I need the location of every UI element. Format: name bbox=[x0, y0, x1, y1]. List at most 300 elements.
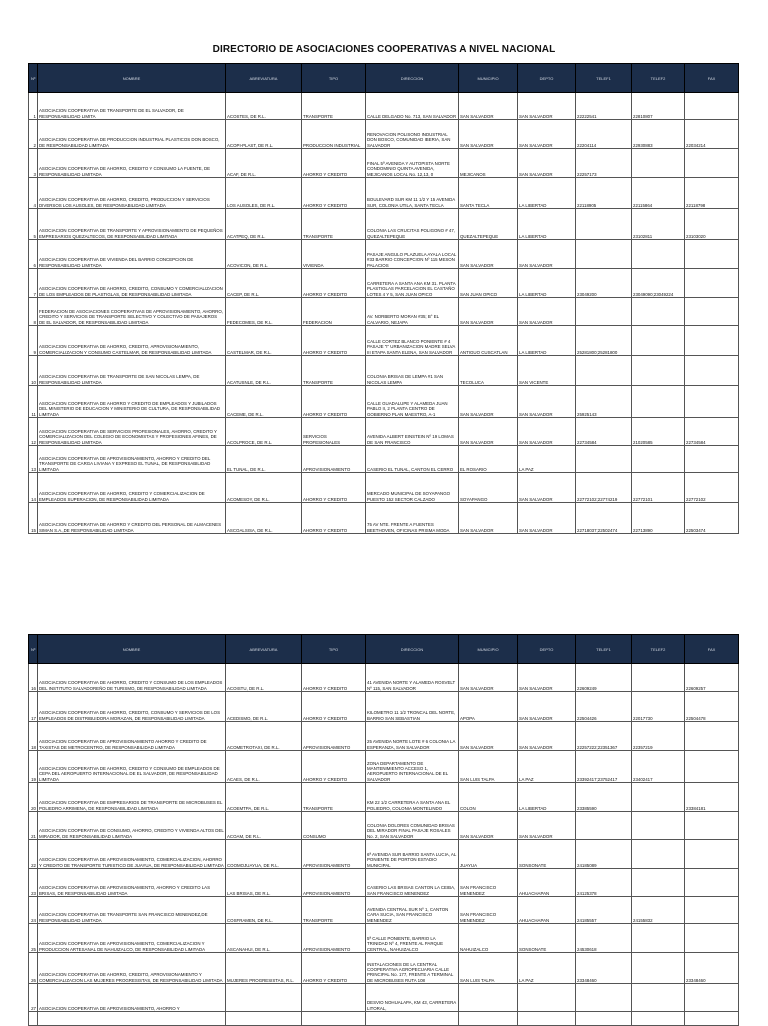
cell-department: SAN SALVADOR bbox=[518, 149, 576, 178]
cell-cooperative-type: APROVISIONAMIENTO bbox=[302, 840, 366, 869]
cell-address: CALLE GUADALUPE Y ALAMEDA JUAN PABLO II, 2 PLANTA CENTRO DE GOBIERNO PLAN MAESTRO, A-1 bbox=[366, 386, 459, 418]
cell-municipality: SANTA TECLA bbox=[459, 178, 518, 209]
cell-phone-2 bbox=[632, 149, 685, 178]
column-header-phone-2: TELEF2 bbox=[632, 635, 685, 664]
cell-abbreviation: ACOMESOY, DE R.L. bbox=[226, 473, 302, 503]
cell-row-number: 14 bbox=[29, 473, 38, 503]
cooperatives-table-page-1 bbox=[28, 63, 739, 534]
cell-fax bbox=[685, 1012, 739, 1026]
column-header-cooperative-name: NOMBRE bbox=[38, 635, 226, 664]
cell-phone-2 bbox=[632, 298, 685, 326]
table-body bbox=[29, 93, 739, 534]
cell-municipality: SAN SALVADOR bbox=[459, 418, 518, 446]
cell-address: 6ª AVENIDA SUR BARRIO SANTA LUCIA, AL PONIENTE DE PORTON ESTADIO MUNICIPAL bbox=[366, 840, 459, 869]
column-header-address: DIRECCION bbox=[366, 64, 459, 93]
cell-abbreviation: ASCOALSISA, DE R.L. bbox=[226, 503, 302, 534]
cell-phone-2 bbox=[632, 446, 685, 473]
cell-department bbox=[518, 984, 576, 1012]
cell-row-number: 6 bbox=[29, 240, 38, 269]
cell-phone-2: 22810807 bbox=[632, 93, 685, 120]
column-header-row-number: Nº bbox=[29, 635, 38, 664]
column-header-cooperative-type: TIPO bbox=[302, 64, 366, 93]
cell-cooperative-name: ASOCIACION COOPERATIVA DE AHORRO, CREDITO Y CONSUMO LA FUENTE, DE RESPONSABILIDAD LIMITADA bbox=[38, 149, 226, 178]
cell-department: SAN SALVADOR bbox=[518, 418, 576, 446]
cell-municipality: QUEZALTEPEQUE bbox=[459, 209, 518, 240]
cell-phone-2 bbox=[632, 386, 685, 418]
cell-cooperative-name: ASOCIACION COOPERATIVA DE TRANSPORTE Y APROVISIONAMIENTO DE PEQUEÑOS EMPRESARIOS QUEZALTECOS, DE RESPONSABILIDAD LIMITADA bbox=[38, 209, 226, 240]
cell-fax bbox=[685, 386, 739, 418]
cell-municipality: SAN SALVADOR bbox=[459, 664, 518, 692]
cell-department: SAN SALVADOR bbox=[518, 722, 576, 751]
table-row bbox=[29, 812, 739, 840]
cell-abbreviation: CACEME, DE R.L. bbox=[226, 386, 302, 418]
cell-cooperative-name: ASOCIACION COOPERATIVA DE APROVISIONAMIENTO AHORRO Y CREDITO DE TAXISTAS DE METROCENTRO, DE RESPONSABILIDAD LIMITADA bbox=[38, 722, 226, 751]
cell-phone-1: 23392417;23752417 bbox=[576, 751, 632, 783]
cell-municipality: MEJICANOS bbox=[459, 149, 518, 178]
cell-phone-1 bbox=[576, 984, 632, 1012]
cell-cooperative-type: TRANSPORTE bbox=[302, 783, 366, 812]
document-title: DIRECTORIO DE ASOCIACIONES COOPERATIVAS A NIVEL NACIONAL bbox=[212, 44, 556, 55]
cell-cooperative-type bbox=[302, 1012, 366, 1026]
cell-cooperative-name: ASOCIACION COOPERATIVA DE VIVIENDA DEL BARRIO CONCEPCION DE RESPONSABILIDAD LIMITADA bbox=[38, 240, 226, 269]
cell-municipality: NAHUIZALCO bbox=[459, 924, 518, 953]
cell-row-number: 25 bbox=[29, 924, 38, 953]
cell-department: SAN SALVADOR bbox=[518, 298, 576, 326]
cell-department bbox=[518, 1012, 576, 1026]
cell-fax: 22503474 bbox=[685, 503, 739, 534]
cell-cooperative-name: ASOCIACION COOPERATIVA DE AHORRO Y CREDITO DE EMPLEADOS Y JUBILADOS DEL MINISTERIO DE EDUCACION Y MINISTERIO DE CULTURA, DE RESPONSABILIDAD LIMITADA bbox=[38, 386, 226, 418]
cell-municipality: SAN SALVADOR bbox=[459, 240, 518, 269]
cell-cooperative-name: ASOCIACION COOPERATIVA DE APROVISIONAMIENTO, AHORRO Y CREDITO LAS BRISAS, DE RESPONSABILIDAD LIMITADA bbox=[38, 869, 226, 897]
cell-cooperative-type: AHORRO Y CREDITO bbox=[302, 751, 366, 783]
cell-department: AHUACHAPAN bbox=[518, 897, 576, 924]
cell-fax bbox=[685, 240, 739, 269]
cell-cooperative-name: ASOCIACION COOPERATIVA DE TRANSPORTE DE EL SALVADOR, DE RESPONSABILIDAD LIMITA bbox=[38, 93, 226, 120]
cell-cooperative-type: AHORRO Y CREDITO bbox=[302, 692, 366, 722]
cell-row-number: 4 bbox=[29, 178, 38, 209]
cell-cooperative-type: TRANSPORTE bbox=[302, 93, 366, 120]
table-row bbox=[29, 149, 739, 178]
cell-address: AVENIDA CENTRAL SUR Nº 1, CANTON CARA SUCIA, SAN FRANCISCO MENENDEZ bbox=[366, 897, 459, 924]
cell-fax bbox=[685, 869, 739, 897]
cell-abbreviation: ACOISTU, DE R.L. bbox=[226, 664, 302, 692]
table-row bbox=[29, 1012, 739, 1026]
table-row bbox=[29, 93, 739, 120]
cell-municipality: SAN SALVADOR bbox=[459, 120, 518, 149]
cell-phone-2 bbox=[632, 840, 685, 869]
cell-phone-1: 25281800;25281800 bbox=[576, 326, 632, 356]
cell-row-number: 23 bbox=[29, 869, 38, 897]
cell-address: 75 AV NTE. FRENTE A FUENTES BEETHOVEN, OFICINAS PRISMA MODA bbox=[366, 503, 459, 534]
cell-phone-2: 22115864 bbox=[632, 178, 685, 209]
cell-address: CASERIO EL TUNAL, CANTON EL CERRO bbox=[366, 446, 459, 473]
table-row bbox=[29, 924, 739, 953]
cell-phone-2 bbox=[632, 326, 685, 356]
table-row bbox=[29, 692, 739, 722]
cell-abbreviation bbox=[226, 984, 302, 1012]
cell-abbreviation: ACAF, DE R.L. bbox=[226, 149, 302, 178]
cell-cooperative-type: APROVISIONAMIENTO bbox=[302, 869, 366, 897]
cell-department: LA LIBERTAD bbox=[518, 178, 576, 209]
cell-municipality: SAN SALVADOR bbox=[459, 298, 518, 326]
cell-address: CASERIO LAS BRISAS CANTON LA CEIBA, SAN FRANCISCO MENENDEZ bbox=[366, 869, 459, 897]
cell-address: AV. NORBERTO MORAN #35; B° EL CALVARIO, NEJAPA bbox=[366, 298, 459, 326]
cell-phone-1 bbox=[576, 356, 632, 386]
cell-phone-2: 23102811 bbox=[632, 209, 685, 240]
cell-row-number: 13 bbox=[29, 446, 38, 473]
cell-row-number: 7 bbox=[29, 269, 38, 298]
cell-abbreviation: LAS BRISAS, DE R.L. bbox=[226, 869, 302, 897]
cell-municipality: SAN FRANCISCO MENENDEZ bbox=[459, 897, 518, 924]
cell-municipality: TECOLUCA bbox=[459, 356, 518, 386]
cell-cooperative-name: ASOCIACION COOPERATIVA DE APROVISIONAMIENTO, COMERCIALIZACION Y PRODUCCION ARTESANAL DE NAHUIZALCO, DE RESPONSABILIDAD LIMITADA bbox=[38, 924, 226, 953]
cell-abbreviation: COOMOJUAYUA, DE R.L. bbox=[226, 840, 302, 869]
cell-abbreviation bbox=[226, 1012, 302, 1026]
table-row bbox=[29, 326, 739, 356]
cell-phone-1 bbox=[576, 240, 632, 269]
cell-fax: 22772102 bbox=[685, 473, 739, 503]
cell-cooperative-type: TRANSPORTE bbox=[302, 209, 366, 240]
cell-abbreviation: CASTELMAR, DE R.L. bbox=[226, 326, 302, 356]
cell-address: RENOVACION POLISONO INDUSTRIAL DON BOSCO, COMUNIDAD IBERIA, SAN SALVADOR bbox=[366, 120, 459, 149]
cell-department: AHUACHAPAN bbox=[518, 869, 576, 897]
cell-cooperative-name: ASOCIACION COOPERATIVA DE AHORRO, CREDITO Y COMERCIALIZACION DE EMPLEADOS SUPERACION, DE RESPONSABILIDAD LIMITADA bbox=[38, 473, 226, 503]
cell-row-number: 12 bbox=[29, 418, 38, 446]
cell-abbreviation: ACOMETROTAXI, DE R.L. bbox=[226, 722, 302, 751]
cell-fax bbox=[685, 326, 739, 356]
cell-abbreviation: CACEP, DE R.L. bbox=[226, 269, 302, 298]
cell-address: CALLE CORTEZ BLANCO PONIENTE # 4 PASAJE "I" URBANIZACION MADRE SELVA III ETAPA SANTA ELENA, SAN SALVADOR bbox=[366, 326, 459, 356]
column-header-address: DIRECCION bbox=[366, 635, 459, 664]
table-row bbox=[29, 840, 739, 869]
cell-address: PASAJE ANGULO PLAZUELA AYALA LOCAL #33 BARRIO CONCEPCION Nº 115 MESON PALACIOS bbox=[366, 240, 459, 269]
cell-department: LA LIBERTAD bbox=[518, 326, 576, 356]
cell-fax: 22609257 bbox=[685, 664, 739, 692]
cell-cooperative-type: APROVISIONAMIENTO bbox=[302, 722, 366, 751]
table-row bbox=[29, 356, 739, 386]
cell-phone-1: 22734584 bbox=[576, 418, 632, 446]
column-header-fax: FAX bbox=[685, 64, 739, 93]
cell-phone-1: 22609249 bbox=[576, 664, 632, 692]
cell-row-number: 17 bbox=[29, 692, 38, 722]
cell-address: KM 22 1/2 CARRETERA A SANTA ANA EL POLIEDRO, COLONIA MONTELINDO bbox=[366, 783, 459, 812]
cell-municipality: SAN SALVADOR bbox=[459, 386, 518, 418]
cell-cooperative-name: ASOCIACION COOPERATIVA DE TRANSPORTE SAN FRANCISCO MENENDEZ,DE RESPONSABILIDAD LIMITADA bbox=[38, 897, 226, 924]
cell-municipality bbox=[459, 1012, 518, 1026]
cell-phone-2: 23049090;23049224 bbox=[632, 269, 685, 298]
cell-row-number: 19 bbox=[29, 751, 38, 783]
column-header-department: DEPTO bbox=[518, 64, 576, 93]
cell-row-number: 24 bbox=[29, 897, 38, 924]
cell-abbreviation: ACOPI-PLAST, DE R.L. bbox=[226, 120, 302, 149]
cell-cooperative-type: AHORRO Y CREDITO bbox=[302, 269, 366, 298]
cell-abbreviation: ACOLPROCE, DE R.L. bbox=[226, 418, 302, 446]
cell-fax bbox=[685, 984, 739, 1012]
cell-fax bbox=[685, 269, 739, 298]
table-header-row bbox=[29, 635, 739, 664]
column-header-cooperative-name: NOMBRE bbox=[38, 64, 226, 93]
cell-cooperative-name: ASOCIACION COOPERATIVA DE SERVICIOS PROFESIONALES, AHORRO, CREDITO Y COMERCIALIZACION DEL COLEGIO DE ECONOMISTAS Y PROFESIONES AFINES, DE RESPONSABILIDAD LIMITADA bbox=[38, 418, 226, 446]
cell-municipality: COLON bbox=[459, 783, 518, 812]
cell-address: AVENIDA ALBERT EINSTEIN Nº 19 LOMAS DE SAN FRANCISCO bbox=[366, 418, 459, 446]
cell-cooperative-type: AHORRO Y CREDITO bbox=[302, 473, 366, 503]
cell-address: 5ª CALLE PONIENTE, BARRIO LA TRINIDAD Nº 4, FRENTE AL PARQUE CENTRAL, NAHUIZALCO bbox=[366, 924, 459, 953]
cell-cooperative-name: ASOCIACION COOPERATIVA DE AHORRO, CREDITO Y CONSUMO DE LOS EMPLEADOS DEL INSTITUTO SALVADOREÑO DE TURISMO, DE RESPONSABILIDAD LIMITADA bbox=[38, 664, 226, 692]
column-header-department: DEPTO bbox=[518, 635, 576, 664]
cell-row-number: 15 bbox=[29, 503, 38, 534]
cell-cooperative-name: ASOCIACION COOPERATIVA DE AHORRO, CREDITO, PRODUCCION Y SERVICIOS DIVERSOS LOS AUSOLES, DE RESPONSABILIDAD LIMITADA bbox=[38, 178, 226, 209]
cell-municipality: APOPA bbox=[459, 692, 518, 722]
cell-abbreviation: ACAES, DE R.L. bbox=[226, 751, 302, 783]
cell-abbreviation: ACATPEQ, DE R.L. bbox=[226, 209, 302, 240]
cell-row-number: 1 bbox=[29, 93, 38, 120]
cell-cooperative-type: AHORRO Y CREDITO bbox=[302, 664, 366, 692]
cell-phone-1: 24530618 bbox=[576, 924, 632, 953]
cell-phone-1 bbox=[576, 812, 632, 840]
table-row bbox=[29, 897, 739, 924]
cell-row-number: 2 bbox=[29, 120, 38, 149]
cell-abbreviation: ACEDISMO, DE R.L. bbox=[226, 692, 302, 722]
cell-municipality: JUAYUA bbox=[459, 840, 518, 869]
cell-department: SAN SALVADOR bbox=[518, 120, 576, 149]
cell-phone-1: 22772102;22774219 bbox=[576, 473, 632, 503]
cell-phone-1: 23348460 bbox=[576, 953, 632, 984]
cell-address: MERCADO MUNICIPAL DE SOYAPANGO PUESTO 152 SECTOR CALZADO bbox=[366, 473, 459, 503]
cell-row-number: 26 bbox=[29, 953, 38, 984]
cell-cooperative-type: AHORRO Y CREDITO bbox=[302, 326, 366, 356]
cell-phone-2 bbox=[632, 812, 685, 840]
table-row bbox=[29, 503, 739, 534]
cell-department: LA PAZ bbox=[518, 751, 576, 783]
cell-fax bbox=[685, 93, 739, 120]
cell-department: SAN VICENTE bbox=[518, 356, 576, 386]
cell-cooperative-type: AHORRO Y CREDITO bbox=[302, 386, 366, 418]
cell-phone-2: 21020585 bbox=[632, 418, 685, 446]
column-header-abbreviation: ABREVIATURA bbox=[226, 64, 302, 93]
cell-phone-2 bbox=[632, 240, 685, 269]
cell-row-number: 10 bbox=[29, 356, 38, 386]
cell-phone-2: 22713890 bbox=[632, 503, 685, 534]
cell-abbreviation: ACOSTES, DE R.L. bbox=[226, 93, 302, 120]
cell-department: LA LIBERTAD bbox=[518, 209, 576, 240]
cell-cooperative-type: TRANSPORTE bbox=[302, 356, 366, 386]
cell-cooperative-name: ASOCIACION COOPERATIVA DE CONSUMO, AHORRO, CREDITO Y VIVIENDA ALTOS DEL MIRADOR, DE RESPONSABILIDAD LIMITADA bbox=[38, 812, 226, 840]
cell-abbreviation: ACOVICON, DE R.L. bbox=[226, 240, 302, 269]
table-row bbox=[29, 664, 739, 692]
cell-address bbox=[366, 1012, 459, 1026]
cell-abbreviation: FEDECOMES, DE R.L. bbox=[226, 298, 302, 326]
cell-phone-2 bbox=[632, 953, 685, 984]
column-header-municipality: MUNICIPIO bbox=[459, 635, 518, 664]
column-header-phone-2: TELEF2 bbox=[632, 64, 685, 93]
cell-phone-2 bbox=[632, 984, 685, 1012]
cell-fax bbox=[685, 722, 739, 751]
table-row bbox=[29, 178, 739, 209]
cell-row-number: 21 bbox=[29, 812, 38, 840]
cell-cooperative-name: ASOCIACION COOPERATIVA DE AHORRO Y CREDITO DEL PERSONAL DE ALMACENES SIMAN S.A.,DE RESPONSABILIDAD LIMITADA bbox=[38, 503, 226, 534]
cell-department: LA LIBERTAD bbox=[518, 269, 576, 298]
cell-cooperative-type: PRODUCCION INDUSTRIAL bbox=[302, 120, 366, 149]
cell-phone-1: 23385590 bbox=[576, 783, 632, 812]
cell-abbreviation: ACATUSNLE, DE R.L. bbox=[226, 356, 302, 386]
column-header-phone-1: TELEF1 bbox=[576, 64, 632, 93]
cell-cooperative-type bbox=[302, 984, 366, 1012]
cell-row-number: 27 bbox=[29, 984, 38, 1012]
cell-fax: 22034214 bbox=[685, 120, 739, 149]
cell-municipality: SAN FRANCISCO MENENDEZ bbox=[459, 869, 518, 897]
cell-cooperative-type: SERVICIOS PROFESIONALES bbox=[302, 418, 366, 446]
table-row bbox=[29, 269, 739, 298]
cell-municipality: EL ROSARIO bbox=[459, 446, 518, 473]
cell-address: 25 AVENIDA NORTE LOTE # 6 COLONIA LA ESPERANZA, SAN SALVADOR bbox=[366, 722, 459, 751]
cell-department: SAN SALVADOR bbox=[518, 473, 576, 503]
cell-department: SAN SALVADOR bbox=[518, 240, 576, 269]
cell-address: 41 AVENIDA NORTE Y ALAMEDA ROSVELT Nº 115, SAN SALVADOR bbox=[366, 664, 459, 692]
table-row bbox=[29, 473, 739, 503]
cell-cooperative-name: FEDERACION DE ASOCIACIONES COOPERATIVAS DE APROVISIONAMIENTO, AHORRO, CREDITO Y SERVICIOS DE TRANSPORTE SELECTIVO Y COLECTIVO DE PASAJEROS DE EL SALVADOR, DE RESPONSABILIDAD LIMITADA bbox=[38, 298, 226, 326]
cell-fax bbox=[685, 298, 739, 326]
cell-phone-1: 24185557 bbox=[576, 897, 632, 924]
cell-phone-2 bbox=[632, 664, 685, 692]
cell-department: SONSONATE bbox=[518, 840, 576, 869]
cell-fax bbox=[685, 149, 739, 178]
cell-cooperative-type: TRANSPORTE bbox=[302, 897, 366, 924]
cell-abbreviation: LOS AUSOLES, DE R.L. bbox=[226, 178, 302, 209]
cell-cooperative-type: CONSUMO bbox=[302, 812, 366, 840]
cell-cooperative-name bbox=[38, 1012, 226, 1026]
cell-phone-2: 22772101 bbox=[632, 473, 685, 503]
cell-cooperative-name: ASOCIACION COOPERATIVA DE PRODUCCION INDUSTRIAL PLASTICOS DON BOSCO, DE RESPONSABILIDAD LIMITADA bbox=[38, 120, 226, 149]
cell-fax: 23103020 bbox=[685, 209, 739, 240]
column-header-municipality: MUNICIPIO bbox=[459, 64, 518, 93]
table-row bbox=[29, 869, 739, 897]
column-header-abbreviation: ABREVIATURA bbox=[226, 635, 302, 664]
cell-cooperative-name: ASOCIACION COOPERATIVA DE APROVISIONAMIENTO, AHORRO Y bbox=[38, 984, 226, 1012]
cell-fax bbox=[685, 897, 739, 924]
table-row bbox=[29, 751, 739, 783]
cell-address: CALLE DELGADO No. 713, SAN SALVADOR bbox=[366, 93, 459, 120]
cell-cooperative-name: ASOCIACION COOPERATIVA DE AHORRO, CREDITO, APROVISIONAMIENTO, COMERCIALIZACION Y CONSUMO CASTELMAR, DE RESPONSABILIDAD LIMITADA bbox=[38, 326, 226, 356]
table-row bbox=[29, 722, 739, 751]
cell-phone-1 bbox=[576, 446, 632, 473]
cell-address: COLONIA LAS CRUCITAS POLIGONO # 47, QUEZALTEPEQUE bbox=[366, 209, 459, 240]
cell-municipality: SAN SALVADOR bbox=[459, 812, 518, 840]
cell-row-number: 9 bbox=[29, 326, 38, 356]
cell-department: SAN SALVADOR bbox=[518, 503, 576, 534]
cell-address: INSTALACIONES DE LA CENTRAL COOPERATIVA AGROPECUARIA CALLE PRINCIPAL No. 177, FRENTE A TERMINAL DE MICROBUSES RUTA 108 bbox=[366, 953, 459, 984]
cell-department: SAN SALVADOR bbox=[518, 93, 576, 120]
cell-phone-2: 24155832 bbox=[632, 897, 685, 924]
cell-address: FINAL 5ª AVENIDA Y AUTOPISTA NORTE CONDOMINIO QUINTA AVENIDA, MEJICANOS LOCAL No. 12,13, 0 bbox=[366, 149, 459, 178]
cell-phone-1: 22204114 bbox=[576, 120, 632, 149]
cell-municipality: ANTIGUO CUSCATLAN bbox=[459, 326, 518, 356]
table-row bbox=[29, 209, 739, 240]
cell-department: SAN SALVADOR bbox=[518, 664, 576, 692]
cell-fax: 22118798 bbox=[685, 178, 739, 209]
cell-municipality: SOYAPANGO bbox=[459, 473, 518, 503]
cell-fax: 23384181 bbox=[685, 783, 739, 812]
cell-phone-1: 22118905 bbox=[576, 178, 632, 209]
cell-phone-1 bbox=[576, 298, 632, 326]
cell-phone-1: 24185089 bbox=[576, 840, 632, 869]
cell-municipality: SAN SALVADOR bbox=[459, 93, 518, 120]
cell-cooperative-type: VIVIENDA bbox=[302, 240, 366, 269]
cell-phone-2: 22357219 bbox=[632, 722, 685, 751]
cell-row-number: 11 bbox=[29, 386, 38, 418]
cell-row-number: 16 bbox=[29, 664, 38, 692]
cell-department: SAN SALVADOR bbox=[518, 386, 576, 418]
column-header-fax: FAX bbox=[685, 635, 739, 664]
cell-cooperative-name: ASOCIACION COOPERATIVA DE APROVISIONAMIENTO, COMERCIALIZACION, AHORRO Y CREDITO DE TRANSPORTE TURISTICO DE JUAYUA, DE RESPONSABILIDAD LIMITADA bbox=[38, 840, 226, 869]
cell-abbreviation: ACOEMTPA, DE R.L. bbox=[226, 783, 302, 812]
table-body bbox=[29, 664, 739, 1026]
cell-abbreviation: COSFRAMEN, DE R.L. bbox=[226, 897, 302, 924]
cell-department: LA PAZ bbox=[518, 953, 576, 984]
cell-department: SAN SALVADOR bbox=[518, 692, 576, 722]
cell-fax bbox=[685, 356, 739, 386]
cell-address: COLONIA BRISAS DE LEMPA #1 SAN NICOLAS LEMPA bbox=[366, 356, 459, 386]
table-row bbox=[29, 953, 739, 984]
cell-cooperative-type: APROVISIONAMIENTO bbox=[302, 924, 366, 953]
cell-row-number bbox=[29, 1012, 38, 1026]
cell-cooperative-type: AHORRO Y CREDITO bbox=[302, 953, 366, 984]
cell-phone-1 bbox=[576, 209, 632, 240]
cell-cooperative-name: ASOCIACION COOPERATIVA DE AHORRO, CREDITO, CONSUMO Y COMERCIALIZACION DE LOS EMPLEADOS DE PLASTIGLAS, DE RESPONSABILIDAD LIMITADA bbox=[38, 269, 226, 298]
cell-phone-2: 22017730 bbox=[632, 692, 685, 722]
cell-cooperative-type: AHORRO Y CREDITO bbox=[302, 503, 366, 534]
cell-department: LA PAZ bbox=[518, 446, 576, 473]
cell-fax bbox=[685, 924, 739, 953]
cell-phone-2 bbox=[632, 869, 685, 897]
cell-row-number: 8 bbox=[29, 298, 38, 326]
cell-fax bbox=[685, 840, 739, 869]
cell-phone-2 bbox=[632, 1012, 685, 1026]
cell-abbreviation: MUJERES PROGRESISTAS, R.L. bbox=[226, 953, 302, 984]
cell-row-number: 5 bbox=[29, 209, 38, 240]
cell-phone-1: 25925143 bbox=[576, 386, 632, 418]
cell-abbreviation: ACOAM, DE R.L. bbox=[226, 812, 302, 840]
cell-fax bbox=[685, 446, 739, 473]
cell-cooperative-type: AHORRO Y CREDITO bbox=[302, 178, 366, 209]
cell-address: CARRETERA A SANTA ANA KM 31. PLANTA PLASTIGLAS PARCELACION EL CASTAÑO LOTES 4 Y 5, SAN JUAN OPICO bbox=[366, 269, 459, 298]
cell-department: LA LIBERTAD bbox=[518, 783, 576, 812]
cell-municipality: SAN SALVADOR bbox=[459, 503, 518, 534]
table-row bbox=[29, 446, 739, 473]
cell-row-number: 22 bbox=[29, 840, 38, 869]
table-row bbox=[29, 783, 739, 812]
cell-abbreviation: EL TUNAL, DE R.L. bbox=[226, 446, 302, 473]
cell-cooperative-name: ASOCIACION COOPERATIVA DE TRANSPORTE DE SAN NICOLAS LEMPA, DE RESPONSABILIDAD LIMITADA bbox=[38, 356, 226, 386]
table-row bbox=[29, 386, 739, 418]
cell-phone-2: 22930883 bbox=[632, 120, 685, 149]
cell-fax: 22504478 bbox=[685, 692, 739, 722]
cell-department: SONSONATE bbox=[518, 924, 576, 953]
table-row bbox=[29, 984, 739, 1012]
cooperatives-table-page-2 bbox=[28, 634, 739, 1026]
cell-cooperative-name: ASOCIACION COOPERATIVA DE AHORRO, CREDITO, CONSUMO Y SERVICIOS DE LOS EMPLEADOS DE DISTRIBUIDORA MORAZAN, DE RESPONSABILIDAD LIMITADA bbox=[38, 692, 226, 722]
cell-cooperative-name: ASOCIACION COOPERATIVA DE AHORRO, CREDITO Y CONSUMO DE EMPLEADOS DE CEPA DEL AEROPUERTO INTERNACIONAL DE EL SALVADOR, DE RESPONSABILIDAD LIMITADA bbox=[38, 751, 226, 783]
cell-phone-2 bbox=[632, 783, 685, 812]
cell-municipality: SAN LUIS TALPA bbox=[459, 953, 518, 984]
column-header-phone-1: TELEF1 bbox=[576, 635, 632, 664]
cell-phone-1: 24125378 bbox=[576, 869, 632, 897]
cell-address: BOULEVARD SUR KM 11 1/2 Y 15 AVENIDA SUR, COLONIA UTILA, SANTA TECLA bbox=[366, 178, 459, 209]
table-row bbox=[29, 120, 739, 149]
cell-phone-2: 23402417 bbox=[632, 751, 685, 783]
cell-municipality: SAN SALVADOR bbox=[459, 722, 518, 751]
column-header-row-number: Nº bbox=[29, 64, 38, 93]
cell-address: KILOMETRO 11 1/2 TRONCAL DEL NORTE, BARRIO SAN SEBASTIAN bbox=[366, 692, 459, 722]
